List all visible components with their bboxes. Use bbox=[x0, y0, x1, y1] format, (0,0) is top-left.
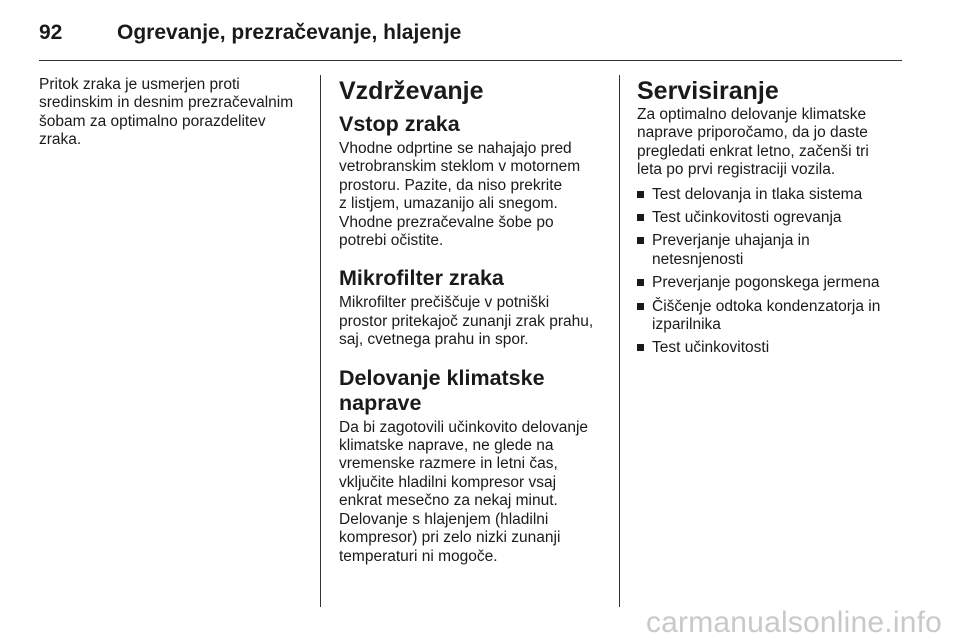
text-line: Vhodne prezračevalne šobe po bbox=[339, 213, 554, 231]
text-line: vremenske razmere in letni čas, bbox=[339, 455, 558, 473]
ac-operation-paragraph bbox=[339, 419, 609, 566]
text-line: sredinskim in desnim prezračevalnim bbox=[39, 94, 294, 112]
airflow-paragraph bbox=[39, 76, 309, 150]
list-item-text: Preverjanje uhajanja in bbox=[652, 232, 810, 250]
heading-air-intake bbox=[339, 112, 609, 137]
square-bullet-icon bbox=[637, 191, 644, 198]
text-line: pregledati enkrat letno, začenši tri bbox=[637, 142, 869, 160]
text-line: vključite hladilni kompresor vsaj bbox=[339, 473, 557, 491]
section-title-maintenance: Vzdrževanje bbox=[339, 77, 484, 105]
list-item bbox=[637, 274, 899, 292]
text-line: zraka. bbox=[39, 131, 82, 149]
text-line: potrebi očistite. bbox=[339, 232, 444, 250]
air-intake-paragraph bbox=[339, 140, 609, 250]
text-line: Da bi zagotovili učinkovito delovanje bbox=[339, 418, 589, 436]
heading-line: Delovanje klimatske bbox=[339, 365, 545, 390]
list-item bbox=[637, 298, 899, 335]
list-item bbox=[637, 339, 899, 357]
list-item bbox=[637, 186, 899, 204]
page-number: 92 bbox=[39, 21, 63, 44]
text-line: temperaturi ni mogoče. bbox=[339, 547, 498, 565]
square-bullet-icon bbox=[637, 237, 644, 244]
text-line: enkrat mesečno za nekaj minut. bbox=[339, 492, 558, 510]
column-1 bbox=[39, 76, 309, 150]
list-item-text: Test delovanja in tlaka sistema bbox=[652, 185, 863, 203]
text-line: naprave priporočamo, da jo daste bbox=[637, 124, 868, 142]
text-line: prostor pritekajoč zunanji zrak prahu, bbox=[339, 312, 594, 330]
pollen-filter-paragraph bbox=[339, 294, 609, 349]
column-divider-right bbox=[619, 75, 620, 607]
list-item-text: Test učinkovitosti bbox=[652, 339, 770, 357]
square-bullet-icon bbox=[637, 303, 644, 310]
text-line: prostoru. Pazite, da niso prekrite bbox=[339, 176, 563, 194]
text-line: klimatske naprave, ne glede na bbox=[339, 437, 554, 455]
text-line: kompresor) pri zelo nizki zunanji bbox=[339, 529, 561, 547]
text-line: Za optimalno delovanje klimatske bbox=[637, 106, 867, 123]
list-item-text: Preverjanje pogonskega jermena bbox=[652, 274, 880, 292]
square-bullet-icon bbox=[637, 214, 644, 221]
page-title: Ogrevanje, prezračevanje, hlajenje bbox=[117, 21, 462, 44]
section-title-servicing: Servisiranje bbox=[637, 77, 779, 105]
text-line: Pritok zraka je usmerjen proti bbox=[39, 76, 240, 93]
text-line: z listjem, umazanijo ali snegom. bbox=[339, 195, 558, 213]
text-line: Delovanje s hlajenjem (hladilni bbox=[339, 510, 549, 528]
text-line: Mikrofilter prečiščuje v potniški bbox=[339, 294, 550, 312]
square-bullet-icon bbox=[637, 344, 644, 351]
section-air-intake bbox=[339, 112, 609, 250]
column-3 bbox=[637, 76, 899, 363]
text-line: vetrobranskim steklom v motornem bbox=[339, 158, 581, 176]
text-line: Vhodne odprtine se nahajajo pred bbox=[339, 140, 572, 157]
servicing-intro-paragraph bbox=[637, 106, 899, 180]
header-rule bbox=[39, 60, 902, 61]
list-item bbox=[637, 232, 899, 269]
list-item-text: netesnjenosti bbox=[652, 250, 744, 268]
page-header bbox=[39, 18, 461, 48]
column-2 bbox=[339, 76, 609, 582]
heading-ac-operation bbox=[339, 366, 609, 416]
site-watermark: carmanualsonline.info bbox=[645, 606, 942, 639]
text-line: leta po prvi registraciji vozila. bbox=[637, 161, 836, 179]
section-ac-operation bbox=[339, 366, 609, 566]
heading-pollen-filter bbox=[339, 266, 609, 291]
list-item-text: Test učinkovitosti ogrevanja bbox=[652, 209, 842, 227]
heading-line: Mikrofilter zraka bbox=[339, 266, 504, 291]
square-bullet-icon bbox=[637, 279, 644, 286]
list-item bbox=[637, 209, 899, 227]
service-checklist bbox=[637, 186, 899, 358]
section-pollen-filter bbox=[339, 266, 609, 349]
heading-line: naprave bbox=[339, 390, 422, 415]
list-item-text: izparilnika bbox=[652, 316, 721, 334]
list-item-text: Čiščenje odtoka kondenzatorja in bbox=[652, 297, 881, 315]
text-line: saj, cvetnega prahu in spor. bbox=[339, 331, 529, 349]
column-divider-left bbox=[320, 75, 321, 607]
text-line: šobam za optimalno porazdelitev bbox=[39, 112, 266, 130]
heading-line: Vstop zraka bbox=[339, 112, 460, 136]
